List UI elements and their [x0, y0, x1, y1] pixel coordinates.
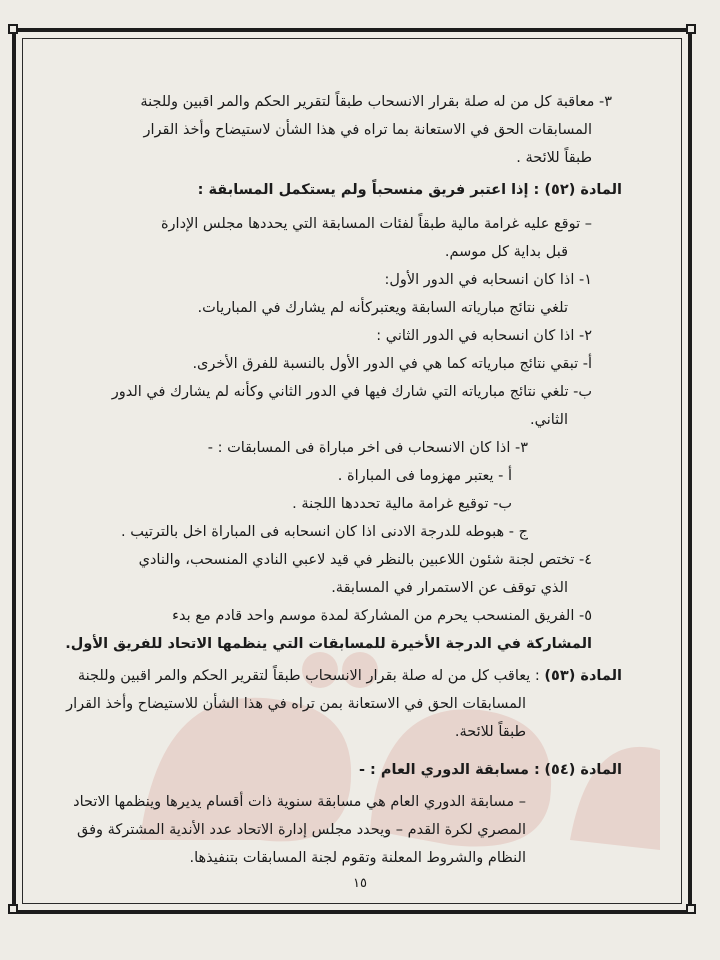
border-corner: [8, 904, 18, 914]
text-line: قبل بداية كل موسم.: [444, 244, 568, 260]
article-54-row: [40, 756, 622, 784]
border-corner: [686, 24, 696, 34]
article-label: المادة (٥٤): [544, 762, 622, 778]
border-corner: [686, 904, 696, 914]
text-line: الثاني.: [530, 412, 568, 428]
text-line: ب- توقيع غرامة مالية تحددها اللجنة .: [292, 496, 512, 512]
article-52: [40, 176, 622, 204]
text-line: : يعاقب كل من له صلة بقرار الانسحاب طبقاً لتقرير الحكم والمر اقبين وللجنة: [77, 668, 540, 684]
article-heading: : إذا اعتبر فريق منسحباً ولم يستكمل المسابقة :: [197, 182, 540, 198]
text-line: ١- اذا كان انسحابه في الدور الأول:: [384, 272, 592, 288]
text-line: ٤- تختص لجنة شئون اللاعبين بالنظر في قيد لاعبي النادي المنسحب، والنادي: [138, 552, 592, 568]
text-line: أ - يعتبر مهزوما فى المباراة .: [337, 468, 512, 484]
article-heading: : مسابقة الدوري العام : -: [358, 762, 540, 778]
article-52-heading-row: [40, 176, 622, 204]
text-line: الذي توقف عن الاستمرار في المسابقة.: [331, 580, 568, 596]
article-label: المادة (٥٢): [544, 182, 622, 198]
article-53-row: [40, 662, 622, 690]
border-corner: [8, 24, 18, 34]
text-line: المسابقات الحق في الاستعانة بمن تراه في هذا الشأن للاستيضاح وأخذ القرار: [66, 696, 526, 712]
text-line: المصري لكرة القدم – ويحدد مجلس إدارة الاتحاد عدد الأندية المشتركة وفق: [77, 822, 526, 838]
text-line: ٢- اذا كان انسحابه في الدور الثاني :: [376, 328, 592, 344]
text-line: المسابقات الحق في الاستعانة بما تراه في هذا الشأن لاستيضاح وأخذ القرار: [143, 122, 592, 138]
text-line: ٣- معاقبة كل من له صلة بقرار الانسحاب طبقاً لتقرير الحكم والمر اقبين وللجنة: [140, 94, 612, 110]
text-line: ٥- الفريق المنسحب يحرم من المشاركة لمدة موسم واحد قادم مع بدء: [172, 608, 592, 624]
text-line: ٣- اذا كان الانسحاب فى اخر مباراة فى المسابقات : -: [207, 440, 528, 456]
text-line: طبقاً للائحة.: [454, 724, 526, 740]
text-line: – مسابقة الدوري العام هي مسابقة سنوية ذات أقسام يديرها وينظمها الاتحاد: [73, 794, 526, 810]
text-line: تلغي نتائج مبارياته السابقة ويعتبركأنه لم يشارك في المباريات.: [197, 300, 568, 316]
text-line: ج - هبوطه للدرجة الادنى اذا كان انسحابه فى المباراة اخل بالترتيب .: [121, 524, 528, 540]
text-line: ب- تلغي نتائج مبارياته التي شارك فيها في الدور الثاني وكأنه لم يشارك في الدور: [111, 384, 592, 400]
article-label: المادة (٥٣): [544, 668, 622, 684]
text-line: أ- تبقي نتائج مبارياته كما هي في الدور الأول بالنسبة للفرق الأخرى.: [192, 356, 592, 372]
text-line: – توقع عليه غرامة مالية طبقاً لفئات المسابقة التي يحددها مجلس الإدارة: [160, 216, 592, 232]
text-line: النظام والشروط المعلنة وتقوم لجنة المسابقات بتنفيذها.: [189, 850, 526, 866]
text-line: المشاركة في الدرجة الأخيرة للمسابقات التي ينظمها الاتحاد للفريق الأول.: [65, 636, 592, 652]
document-body: [40, 88, 622, 872]
page-number: ١٥: [353, 876, 367, 891]
text-line: طبقاً للائحة .: [516, 150, 592, 166]
